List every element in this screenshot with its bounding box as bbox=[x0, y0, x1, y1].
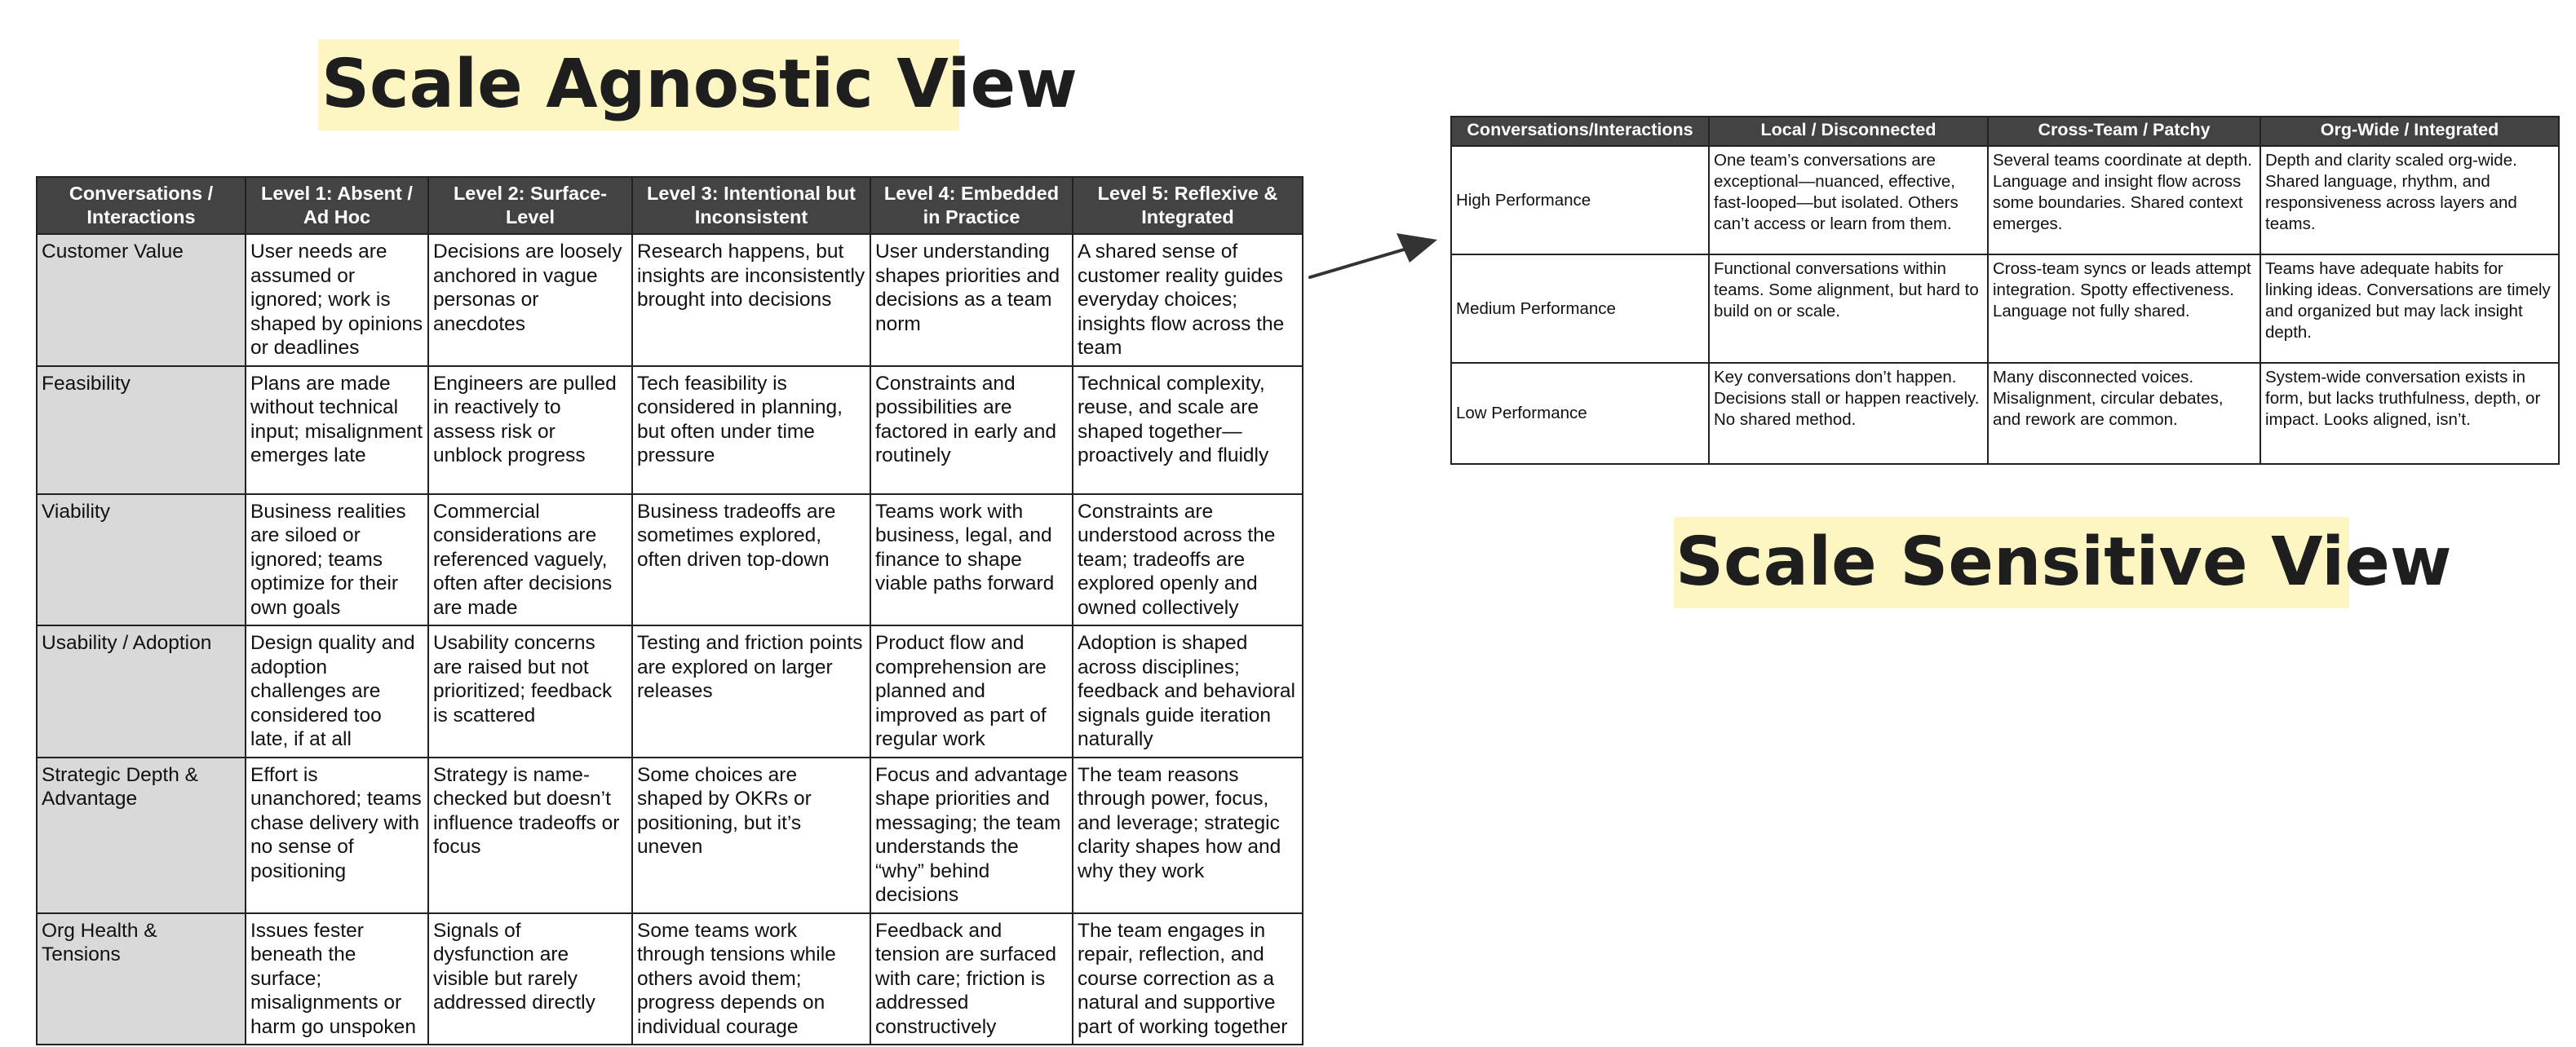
agnostic-row-feasibility bbox=[37, 366, 1303, 494]
agnostic-header-cell: Level 2: Surface-Level bbox=[428, 177, 632, 234]
agnostic-header-cell: Level 3: Intentional but Inconsistent bbox=[632, 177, 870, 234]
agnostic-cell: Usability concerns are raised but not prioritized; feedback is scattered bbox=[428, 625, 632, 758]
agnostic-cell: Feedback and tension are surfaced with care; friction is addressed constructively bbox=[870, 913, 1073, 1045]
agnostic-row-label: Strategic Depth & Advantage bbox=[37, 758, 246, 913]
agnostic-row-label: Viability bbox=[37, 494, 246, 626]
agnostic-cell: The team engages in repair, reflection, and course correction as a natural and supportive part of working together bbox=[1073, 913, 1303, 1045]
arrow-icon bbox=[1305, 228, 1444, 294]
agnostic-cell: Commercial considerations are referenced vaguely, often after decisions are made bbox=[428, 494, 632, 626]
agnostic-header-cell: Level 1: Absent / Ad Hoc bbox=[246, 177, 428, 234]
sensitive-header-cell: Local / Disconnected bbox=[1709, 117, 1988, 146]
agnostic-cell: Business realities are siloed or ignored; teams optimize for their own goals bbox=[246, 494, 428, 626]
agnostic-row-customer-value bbox=[37, 234, 1303, 366]
scale-sensitive-title: Scale Sensitive View bbox=[1674, 517, 2349, 608]
sensitive-row-medium bbox=[1451, 254, 2559, 363]
agnostic-cell: Issues fester beneath the surface; misalignments or harm go unspoken bbox=[246, 913, 428, 1045]
sensitive-row-high bbox=[1451, 146, 2559, 254]
agnostic-cell: Technical complexity, reuse, and scale are shaped together—proactively and fluidly bbox=[1073, 366, 1303, 494]
sensitive-row-label: Medium Performance bbox=[1451, 254, 1709, 363]
agnostic-row-label: Feasibility bbox=[37, 366, 246, 494]
agnostic-header-cell: Level 5: Reflexive & Integrated bbox=[1073, 177, 1303, 234]
agnostic-cell: Constraints are understood across the team; tradeoffs are explored openly and owned collectively bbox=[1073, 494, 1303, 626]
agnostic-header-cell: Level 4: Embedded in Practice bbox=[870, 177, 1073, 234]
agnostic-cell: User needs are assumed or ignored; work is shaped by opinions or deadlines bbox=[246, 234, 428, 366]
agnostic-cell: Constraints and possibilities are factored in early and routinely bbox=[870, 366, 1073, 494]
agnostic-cell: Design quality and adoption challenges are considered too late, if at all bbox=[246, 625, 428, 758]
agnostic-cell: Business tradeoffs are sometimes explored, often driven top-down bbox=[632, 494, 870, 626]
agnostic-cell: Signals of dysfunction are visible but rarely addressed directly bbox=[428, 913, 632, 1045]
sensitive-row-label: Low Performance bbox=[1451, 363, 1709, 464]
agnostic-cell: User understanding shapes priorities and decisions as a team norm bbox=[870, 234, 1073, 366]
agnostic-cell: Some teams work through tensions while others avoid them; progress depends on individual courage bbox=[632, 913, 870, 1045]
agnostic-row-label: Usability / Adoption bbox=[37, 625, 246, 758]
agnostic-cell: Strategy is name-checked but doesn’t influence tradeoffs or focus bbox=[428, 758, 632, 913]
agnostic-header-row bbox=[37, 177, 1303, 234]
scale-agnostic-table bbox=[36, 176, 1303, 1045]
agnostic-cell: Teams work with business, legal, and finance to shape viable paths forward bbox=[870, 494, 1073, 626]
agnostic-cell: Product flow and comprehension are planned and improved as part of regular work bbox=[870, 625, 1073, 758]
agnostic-cell: Some choices are shaped by OKRs or positioning, but it’s uneven bbox=[632, 758, 870, 913]
sensitive-row-low bbox=[1451, 363, 2559, 464]
agnostic-row-usability bbox=[37, 625, 1303, 758]
sensitive-cell: Functional conversations within teams. Some alignment, but hard to build on or scale. bbox=[1709, 254, 1988, 363]
agnostic-cell: The team reasons through power, focus, and leverage; strategic clarity shapes how and why they work bbox=[1073, 758, 1303, 913]
agnostic-cell: Effort is unanchored; teams chase delivery with no sense of positioning bbox=[246, 758, 428, 913]
sensitive-header-cell: Cross-Team / Patchy bbox=[1988, 117, 2260, 146]
sensitive-cell: One team’s conversations are exceptional—nuanced, effective, fast-looped—but isolated. Others can’t access or learn from them. bbox=[1709, 146, 1988, 254]
scale-sensitive-table bbox=[1450, 116, 2560, 465]
scale-agnostic-title: Scale Agnostic View bbox=[318, 39, 959, 130]
agnostic-row-viability bbox=[37, 494, 1303, 626]
agnostic-row-label: Org Health & Tensions bbox=[37, 913, 246, 1045]
agnostic-cell: Tech feasibility is considered in planning, but often under time pressure bbox=[632, 366, 870, 494]
agnostic-row-strategic-depth bbox=[37, 758, 1303, 913]
sensitive-cell: Cross-team syncs or leads attempt integration. Spotty effectiveness. Language not fully shared. bbox=[1988, 254, 2260, 363]
sensitive-header-cell: Org-Wide / Integrated bbox=[2260, 117, 2559, 146]
agnostic-cell: Adoption is shaped across disciplines; feedback and behavioral signals guide iteration naturally bbox=[1073, 625, 1303, 758]
agnostic-header-cell: Conversations / Interactions bbox=[37, 177, 246, 234]
sensitive-header-row bbox=[1451, 117, 2559, 146]
agnostic-cell: Focus and advantage shape priorities and messaging; the team understands the “why” behind decisions bbox=[870, 758, 1073, 913]
sensitive-row-label: High Performance bbox=[1451, 146, 1709, 254]
agnostic-cell: Testing and friction points are explored on larger releases bbox=[632, 625, 870, 758]
agnostic-cell: Plans are made without technical input; misalignment emerges late bbox=[246, 366, 428, 494]
sensitive-cell: Several teams coordinate at depth. Language and insight flow across some boundaries. Shared context emerges. bbox=[1988, 146, 2260, 254]
agnostic-row-label: Customer Value bbox=[37, 234, 246, 366]
sensitive-cell: Teams have adequate habits for linking ideas. Conversations are timely and organized but may lack insight depth. bbox=[2260, 254, 2559, 363]
agnostic-cell: A shared sense of customer reality guides everyday choices; insights flow across the team bbox=[1073, 234, 1303, 366]
agnostic-cell: Research happens, but insights are inconsistently brought into decisions bbox=[632, 234, 870, 366]
agnostic-cell: Decisions are loosely anchored in vague personas or anecdotes bbox=[428, 234, 632, 366]
agnostic-cell: Engineers are pulled in reactively to assess risk or unblock progress bbox=[428, 366, 632, 494]
sensitive-cell: Key conversations don’t happen. Decisions stall or happen reactively. No shared method. bbox=[1709, 363, 1988, 464]
sensitive-header-cell: Conversations/Interactions bbox=[1451, 117, 1709, 146]
sensitive-cell: System-wide conversation exists in form, but lacks truthfulness, depth, or impact. Looks aligned, isn’t. bbox=[2260, 363, 2559, 464]
sensitive-cell: Many disconnected voices. Misalignment, circular debates, and rework are common. bbox=[1988, 363, 2260, 464]
sensitive-cell: Depth and clarity scaled org-wide. Shared language, rhythm, and responsiveness across layers and teams. bbox=[2260, 146, 2559, 254]
agnostic-row-org-health bbox=[37, 913, 1303, 1045]
